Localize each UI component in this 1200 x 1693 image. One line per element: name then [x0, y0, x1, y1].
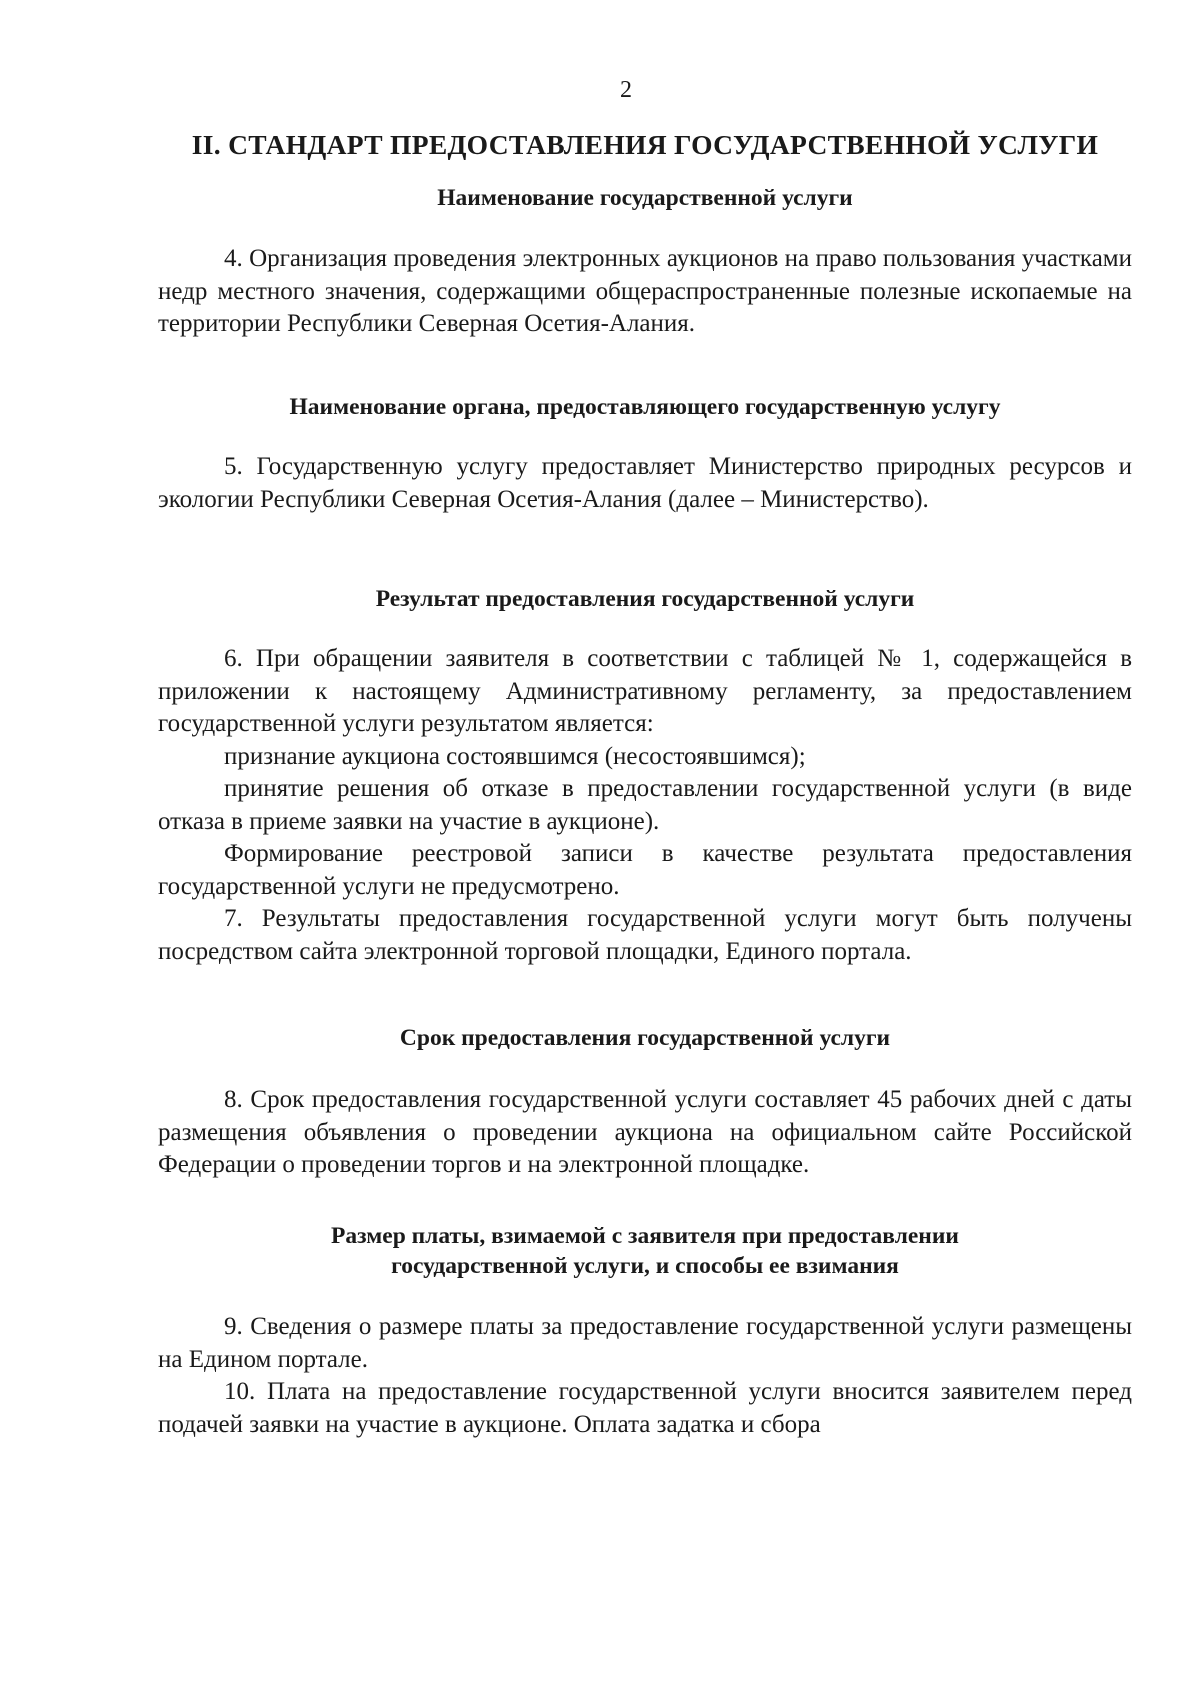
paragraph-5: 5. Государственную услугу предоставляет Министерство природных ресурсов и экологии Республики Северная Осетия-Алания (далее – Министерство).: [158, 453, 1132, 513]
paragraph-4: 4. Организация проведения электронных аукционов на право пользования участками недр местного значения, содержащими общераспространенные полезные ископаемые на территории Республики Северная Осетия-Алания.: [158, 245, 1132, 337]
paragraph-9: 9. Сведения о размере платы за предоставление государственной услуги размещены на Едином портале.: [158, 1313, 1132, 1373]
paragraph-6-item-a: признание аукциона состоявшимся (несостоявшимся);: [224, 743, 806, 770]
heading-authority-name: Наименование органа, предоставляющего государственную услугу: [289, 394, 1001, 420]
heading-term: Срок предоставления государственной услуги: [399, 1025, 891, 1051]
paragraph-10: 10. Плата на предоставление государственной услуги вносится заявителем перед подачей заявки на участие в аукционе. Оплата задатка и сбора: [158, 1378, 1132, 1438]
heading-result: Результат предоставления государственной услуги: [375, 586, 915, 612]
heading-fee-line-2: государственной услуги, и способы ее взимания: [391, 1253, 899, 1279]
heading-fee-line-1: Размер платы, взимаемой с заявителя при предоставлении: [331, 1223, 959, 1249]
paragraph-8: 8. Срок предоставления государственной услуги составляет 45 рабочих дней с даты размещения объявления о проведении аукциона на официальном сайте Российской Федерации о проведении торгов и на электронной площадке.: [158, 1086, 1132, 1178]
paragraph-6: 6. При обращении заявителя в соответствии с таблицей № 1, содержащейся в приложении к настоящему Административному регламенту, за предоставлением государственной услуги результатом является:: [158, 645, 1132, 737]
heading-service-name: Наименование государственной услуги: [437, 185, 853, 211]
section-title: II. СТАНДАРТ ПРЕДОСТАВЛЕНИЯ ГОСУДАРСТВЕННОЙ УСЛУГИ: [191, 129, 1099, 160]
page-number: 2: [620, 77, 632, 103]
paragraph-7: 7. Результаты предоставления государственной услуги могут быть получены посредством сайта электронной торговой площадки, Единого портала.: [158, 905, 1132, 965]
paragraph-6-item-c: Формирование реестровой записи в качестве результата предоставления государственной услуги не предусмотрено.: [158, 840, 1132, 900]
paragraph-6-item-b: принятие решения об отказе в предоставлении государственной услуги (в виде отказа в приеме заявки на участие в аукционе).: [158, 775, 1132, 835]
